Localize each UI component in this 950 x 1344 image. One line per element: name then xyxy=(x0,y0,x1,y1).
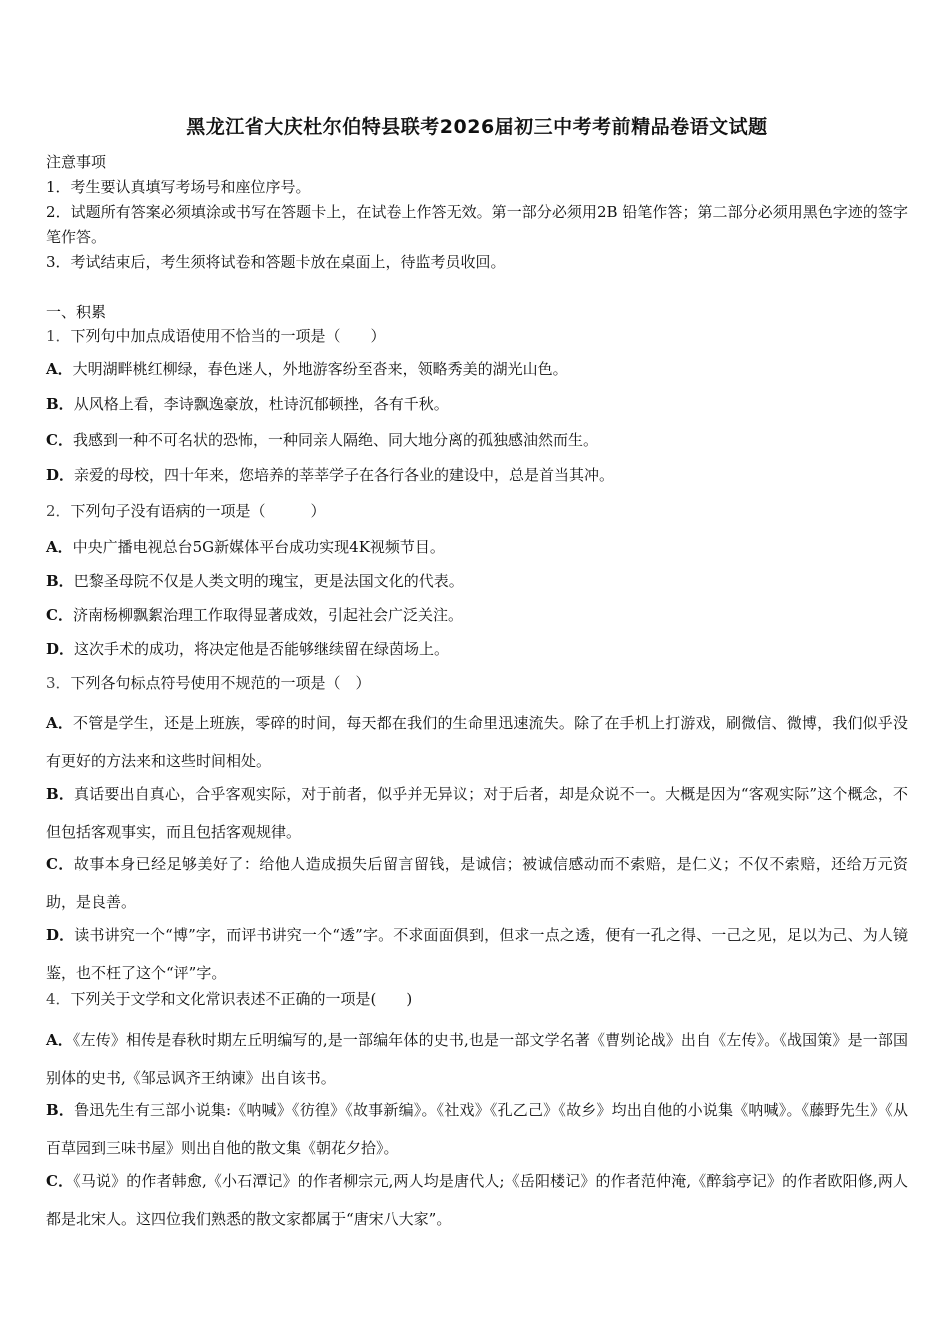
q4-option-a xyxy=(46,1021,908,1097)
notice-item-1: 1．考生要认真填写考场号和座位序号。 xyxy=(46,178,311,196)
q3-option-b xyxy=(46,775,908,851)
q2-option-d xyxy=(46,637,908,661)
option-text: 我感到一种不可名状的恐怖，一种同亲人隔绝、同大地分离的孤独感油然而生。 xyxy=(72,431,598,449)
option-text: 鲁迅先生有三部小说集:《呐喊》《彷徨》《故事新编》。《社戏》《孔乙己》《故乡》均出自他的小说集《呐喊》。《藤野先生》《从百草园到三味书屋》则出自他的散文集《朝花夕拾》。 xyxy=(46,1101,909,1157)
option-key: C． xyxy=(46,606,73,624)
question-4 xyxy=(46,987,908,1011)
page-title: 黑龙江省大庆杜尔伯特县联考2026届初三中考考前精品卷语文试题 xyxy=(186,116,768,138)
option-key: B． xyxy=(46,1101,75,1119)
q3-option-a xyxy=(46,704,908,780)
q3-option-d xyxy=(46,916,908,992)
q2-option-a xyxy=(46,535,908,559)
option-key: A． xyxy=(46,538,73,556)
option-key: D． xyxy=(46,926,75,944)
option-text: 济南杨柳飘絮治理工作取得显著成效，引起社会广泛关注。 xyxy=(72,606,463,624)
option-key: A． xyxy=(46,360,73,378)
option-key: C． xyxy=(46,855,74,873)
option-text: 从风格上看，李诗飘逸豪放，杜诗沉郁顿挫，各有千秋。 xyxy=(73,395,449,413)
question-3 xyxy=(46,671,908,695)
q1-option-c xyxy=(46,428,908,452)
option-text: 故事本身已经足够美好了：给他人造成损失后留言留钱，是诚信；被诚信感动而不索赔，是仁义；不仅不索赔，还给万元资助，是良善。 xyxy=(46,855,908,911)
option-text: 真话要出自真心，合乎客观实际，对于前者，似乎并无异议；对于后者，却是众说不一。大概是因为“客观实际”这个概念，不但包括客观事实，而且包括客观规律。 xyxy=(46,785,908,841)
q4-option-c xyxy=(46,1162,908,1238)
question-number: 1． xyxy=(46,327,71,345)
notice-heading: 注意事项 xyxy=(46,153,107,171)
option-key: D． xyxy=(46,640,75,658)
option-key: B． xyxy=(46,572,74,590)
question-stem: 下列句子没有语病的一项是（ ） xyxy=(70,502,326,520)
option-text: 大明湖畔桃红柳绿，春色迷人，外地游客纷至沓来，领略秀美的湖光山色。 xyxy=(72,360,568,378)
q1-option-b xyxy=(46,392,908,416)
notice-item-2: 2．试题所有答案必须填涂或书写在答题卡上，在试卷上作答无效。第一部分必须用2B 铅笔作答；第二部分必须用黑色字迹的签字笔作答。 xyxy=(46,203,908,246)
option-key: A． xyxy=(46,1031,73,1049)
option-key: B． xyxy=(46,395,74,413)
option-text: 《左传》相传是春秋时期左丘明编写的,是一部编年体的史书,也是一部文学名著《曹刿论战》出自《左传》。《战国策》是一部国别体的史书,《邹忌讽齐王纳谏》出自该书。 xyxy=(46,1031,908,1087)
notice-item-3: 3．考试结束后，考生须将试卷和答题卡放在桌面上，待监考员收回。 xyxy=(46,253,506,271)
option-key: D． xyxy=(46,466,75,484)
question-stem: 下列关于文学和文化常识表述不正确的一项是( ) xyxy=(70,990,413,1008)
q2-option-b xyxy=(46,569,908,593)
question-number: 3． xyxy=(46,674,71,692)
question-1 xyxy=(46,324,908,348)
option-text: 这次手术的成功，将决定他是否能够继续留在绿茵场上。 xyxy=(74,640,450,658)
question-number: 4． xyxy=(46,990,71,1008)
question-number: 2． xyxy=(46,502,71,520)
option-key: B． xyxy=(46,785,74,803)
question-stem: 下列句中加点成语使用不恰当的一项是（ ） xyxy=(70,327,386,345)
q4-option-b xyxy=(46,1091,908,1167)
option-text: 不管是学生，还是上班族，零碎的时间，每天都在我们的生命里迅速流失。除了在手机上打游戏，刷微信、微博，我们似乎没有更好的方法来和这些时间相处。 xyxy=(46,714,908,770)
option-text: 亲爱的母校，四十年来，您培养的莘莘学子在各行各业的建设中，总是首当其冲。 xyxy=(74,466,615,484)
option-text: 《马说》的作者韩愈,《小石潭记》的作者柳宗元,两人均是唐代人;《岳阳楼记》的作者范仲淹,《醉翁亭记》的作者欧阳修,两人都是北宋人。这四位我们熟悉的散文家都属于“唐宋八大家”。 xyxy=(46,1172,908,1228)
option-key: C． xyxy=(46,1172,74,1190)
q2-option-c xyxy=(46,603,908,627)
option-text: 读书讲究一个“博”字，而评书讲究一个“透”字。不求面面俱到，但求一点之透，便有一孔之得、一己之见，足以为己、为人镜鉴，也不枉了这个“评”字。 xyxy=(46,926,908,982)
option-key: C． xyxy=(46,431,73,449)
question-stem: 下列各句标点符号使用不规范的一项是（ ） xyxy=(70,674,371,692)
q1-option-d xyxy=(46,463,908,487)
q1-option-a xyxy=(46,357,908,381)
section-heading: 一、积累 xyxy=(46,303,107,321)
option-text: 巴黎圣母院不仅是人类文明的瑰宝，更是法国文化的代表。 xyxy=(73,572,464,590)
option-text: 中央广播电视总台5G新媒体平台成功实现4K视频节目。 xyxy=(72,538,445,556)
option-key: A． xyxy=(46,714,74,732)
q3-option-c xyxy=(46,845,908,921)
question-2 xyxy=(46,499,908,523)
